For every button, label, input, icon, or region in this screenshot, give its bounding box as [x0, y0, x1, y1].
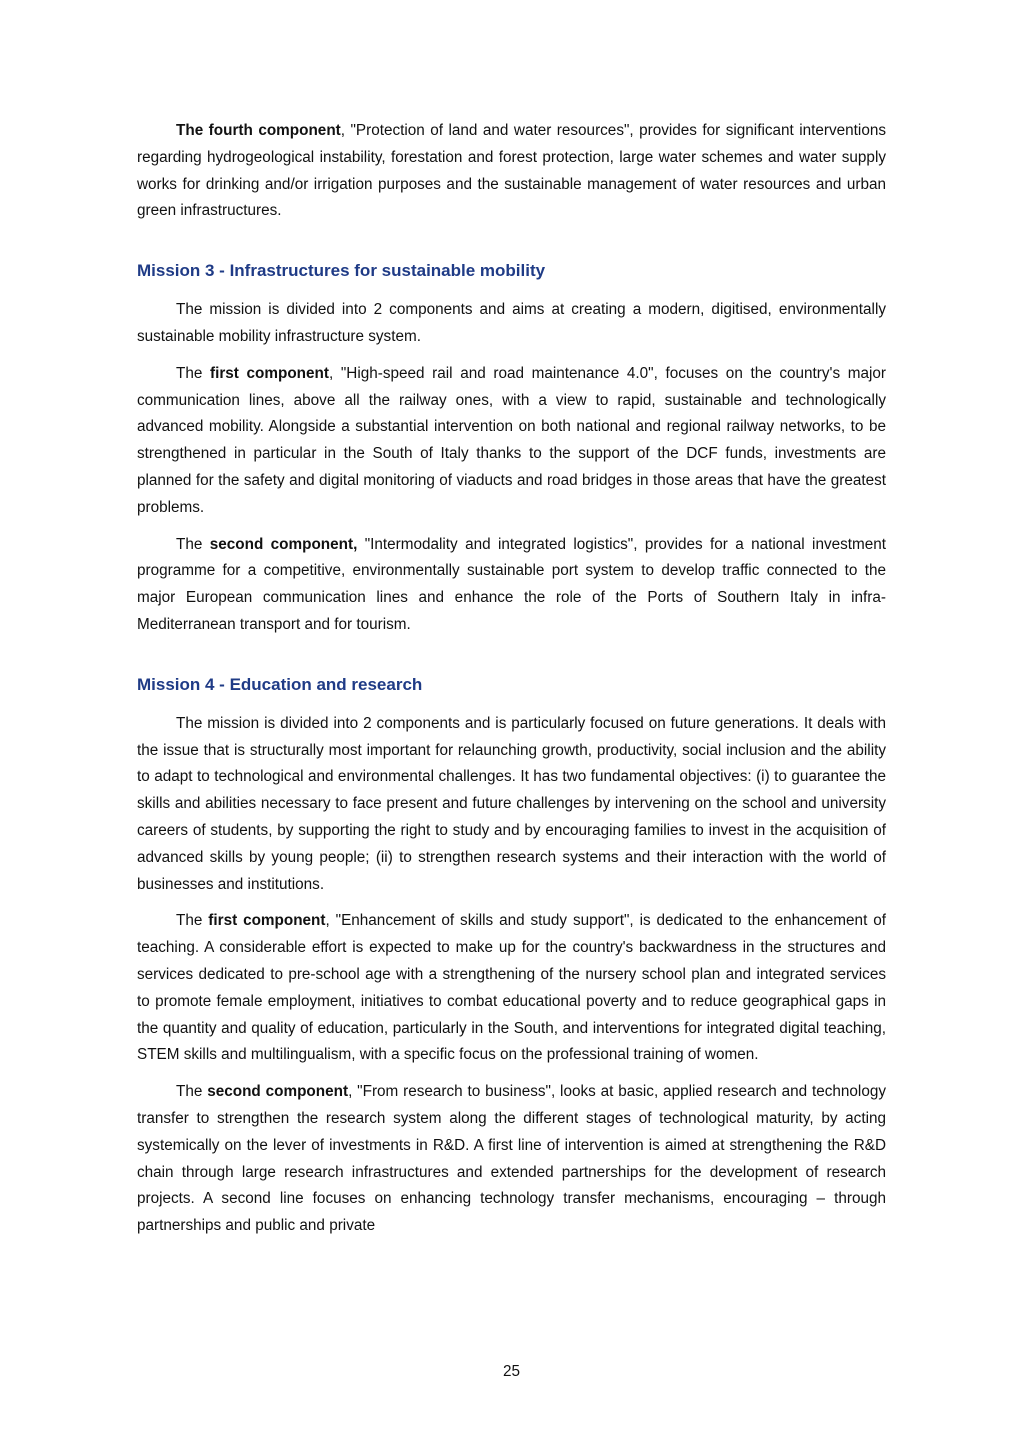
bold-term: The fourth component: [176, 122, 341, 139]
section-heading-mission-4: Mission 4 - Education and research: [137, 674, 423, 694]
paragraph-text: , "Protection of land and water resources", provides for significant interventions regarding hydrogeological instability, forestation and forest protection, large water schemes and water supply works for drinking and/or irrigation purposes and the sustainable management of water resources and urban green infrastructures.: [137, 122, 886, 220]
paragraph-text: The: [176, 1083, 208, 1101]
paragraph-mission-3-second-component: [137, 532, 886, 639]
paragraph-mission-3-first-component: [137, 361, 886, 522]
paragraph-mission-4-intro: The mission is divided into 2 components and is particularly focused on future generations. It deals with the issue that is structurally most important for relaunching growth, productivity, social inclusion and the ability to adapt to technological and environmental challenges. It has two fundamental objectives: (i) to guarantee the skills and abilities necessary to face present and future challenges by intervening on the school and university careers of students, by supporting the right to study and by encouraging families to invest in the acquisition of advanced skills by young people; (ii) to strengthen research systems and their interaction with the world of businesses and institutions.: [137, 714, 886, 893]
paragraph-text: The: [176, 912, 209, 930]
paragraph-fourth-component: [137, 118, 886, 225]
paragraph-mission-4-first-component: [137, 908, 886, 1069]
paragraph-text: "Intermodality and integrated logistics", provides for a national investment programme for a competitive, environmentally sustainable port system to develop traffic connected to the major European communication lines and enhance the role of the Ports of Southern Italy in infra-Mediterranean transport and for tourism.: [137, 535, 887, 633]
paragraph-text: The: [176, 364, 210, 382]
bold-term: second component,: [209, 535, 358, 553]
paragraph-mission-4-second-component: [137, 1079, 886, 1240]
paragraph-mission-3-intro: The mission is divided into 2 components and aims at creating a modern, digitised, environmentally sustainable mobility infrastructure system.: [137, 301, 886, 345]
bold-term: first component: [210, 364, 329, 382]
paragraph-text: The: [176, 535, 210, 553]
bold-term: first component: [208, 912, 326, 930]
page-number: 25: [502, 1363, 520, 1380]
paragraph-text: , "Enhancement of skills and study support", is dedicated to the enhancement of teaching. A considerable effort is expected to make up for the country's backwardness in the structures and services dedicated to pre-school age with a strengthening of the nursery school plan and integrated services to promote female employment, initiatives to combat educational poverty and to reduce geographical gaps in the quantity and quality of education, particularly in the South, and interventions for integrated digital teaching, STEM skills and multilingualism, with a specific focus on the professional training of women.: [137, 912, 886, 1064]
paragraph-text: , "High-speed rail and road maintenance 4.0", focuses on the country's major communication lines, above all the railway ones, with a view to rapid, sustainable and technologically advanced mobility. Alongside a substantial intervention on both national and regional railway networks, to be strengthened in particular in the South of Italy thanks to the support of the DCF funds, investments are planned for the safety and digital monitoring of viaducts and road bridges in those areas that have the greatest problems.: [137, 364, 886, 516]
bold-term: second component: [207, 1083, 349, 1101]
section-heading-mission-3: Mission 3 - Infrastructures for sustainable mobility: [137, 261, 546, 281]
paragraph-text: , "From research to business", looks at basic, applied research and technology transfer to strengthen the research system along the different stages of technological maturity, by acting systemically on the lever of investments in R&D. A first line of intervention is aimed at strengthening the R&D chain through large research infrastructures and extended partnerships for the development of research projects. A second line focuses on enhancing technology transfer mechanisms, encouraging – through partnerships and public and private: [137, 1083, 886, 1235]
document-body: [137, 118, 886, 1250]
